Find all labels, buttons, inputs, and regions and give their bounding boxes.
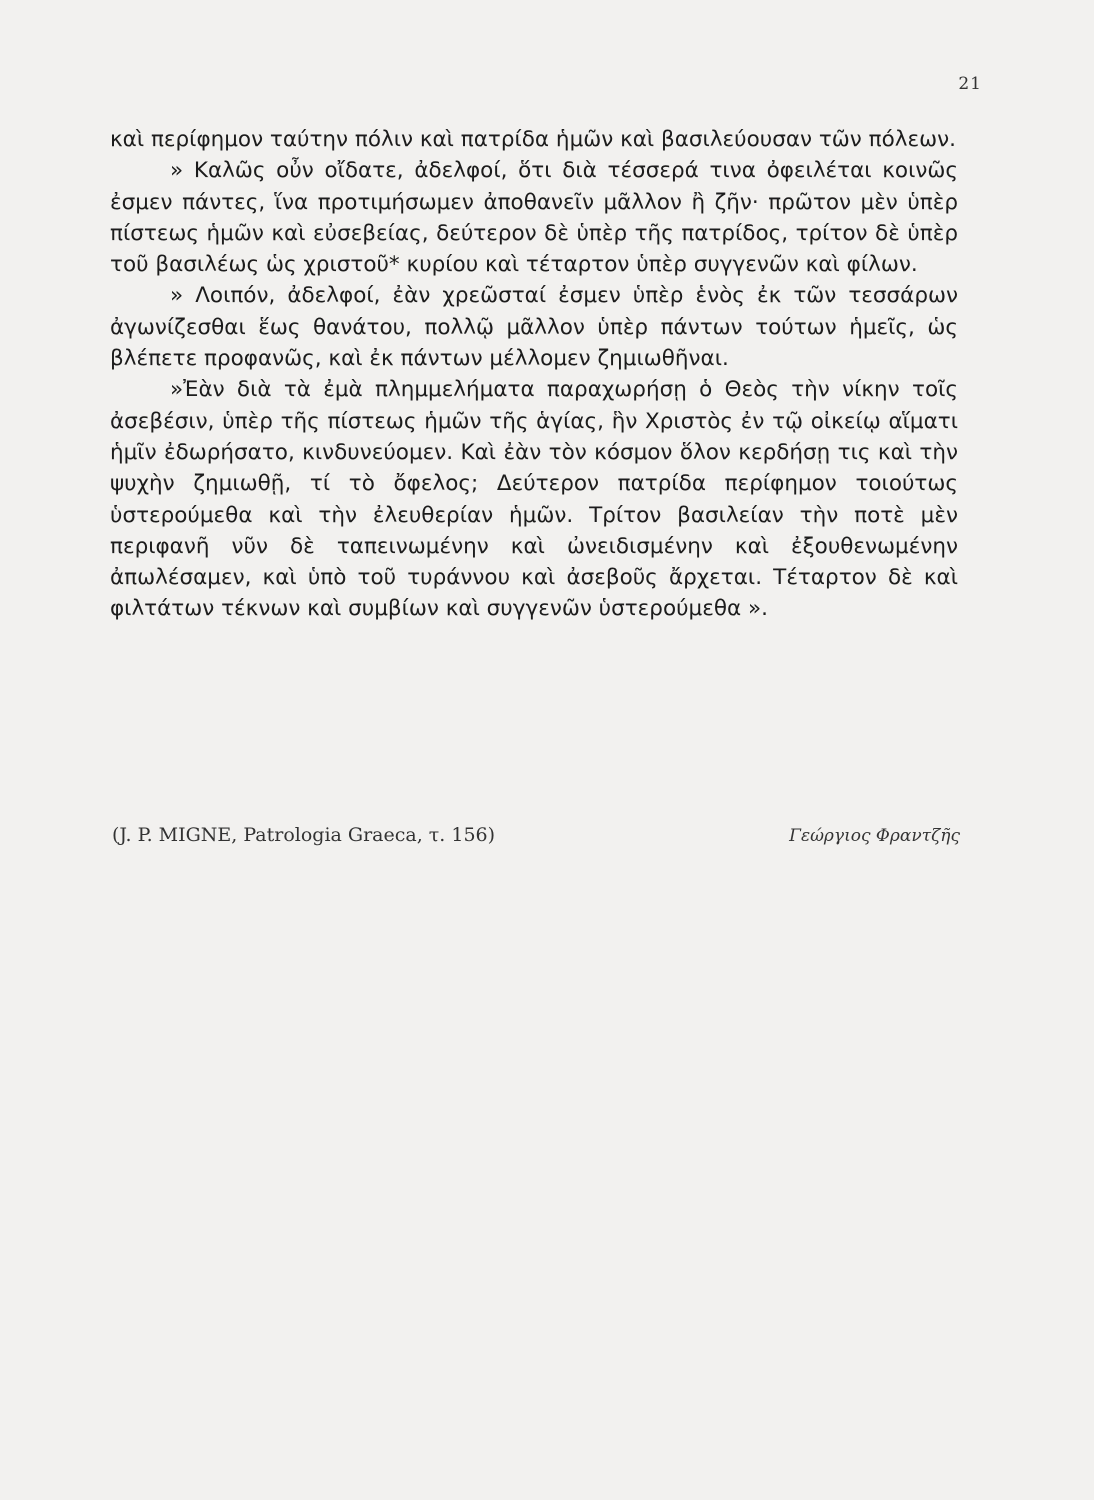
paragraph-4: »Ἐὰν διὰ τὰ ἐμὰ πλημμελήματα παραχωρήσῃ ὁ Θεὸς τὴν νίκην τοῖς ἀσεβέσιν, ὑπὲρ τῆς πίστεως ἡμῶν τῆς ἁγίας, ἣν Χριστὸς ἐν τῷ οἰκείῳ αἵματι ἡμῖν ἐδωρήσατο, κινδυνεύομεν. Καὶ ἐὰν τὸν κόσμον ὅλον κερδήσῃ τις καὶ τὴν ψυχὴν ζημιωθῇ, τί τὸ ὄφελος; Δεύτερον πατρίδα περίφημον τοιούτως ὑστερούμεθα καὶ τὴν ἐλευθερίαν ἡμῶν. Τρίτον βασιλείαν τὴν ποτὲ μὲν περιφανῆ νῦν δὲ ταπεινωμένην καὶ ὠνειδισμένην καὶ ἐξουθενωμένην ἀπωλέσαμεν, καὶ ὑπὸ τοῦ τυράννου καὶ ἀσεβοῦς ἄρχεται. Τέταρτον δὲ καὶ φιλτάτων τέκνων καὶ συμβίων καὶ συγγενῶν ὑστερούμεθα ». [110,377,958,622]
citation-author: Γεώργιος Φραντζῆς [789,826,960,846]
paragraph-1: καὶ περίφημον ταύτην πόλιν καὶ πατρίδα ἡμῶν καὶ βασιλεύουσαν τῶν πόλεων. [110,127,956,152]
paragraph-3: » Λοιπόν, ἀδελφοί, ἐὰν χρεῶσταί ἐσμεν ὑπὲρ ἑνὸς ἐκ τῶν τεσσάρων ἀγωνίζεσθαι ἕως θανάτου, πολλῷ μᾶλλον ὑπὲρ πάντων τούτων ἡμεῖς, ὡς βλέπετε προφανῶς, καὶ ἐκ πάντων μέλλομεν ζημιωθῆναι. [110,283,958,372]
paragraph-2: » Καλῶς οὖν οἴδατε, ἀδελφοί, ὅτι διὰ τέσσερά τινα ὀφειλέται κοινῶς ἐσμεν πάντες, ἵνα προτιμήσωμεν ἀποθανεῖν μᾶλλον ἢ ζῆν· πρῶτον μὲν ὑπὲρ πίστεως ἡμῶν καὶ εὐσεβείας, δεύτερον δὲ ὑπὲρ τῆς πατρίδος, τρίτον δὲ ὑπὲρ τοῦ βασιλέως ὡς χριστοῦ* κυρίου καὶ τέταρτον ὑπὲρ συγγενῶν καὶ φίλων. [110,158,958,278]
citation-source: (J. P. MIGNE, Patrologia Graeca, τ. 156) [112,824,496,846]
page-number: 21 [958,74,982,94]
body-text [110,124,958,625]
